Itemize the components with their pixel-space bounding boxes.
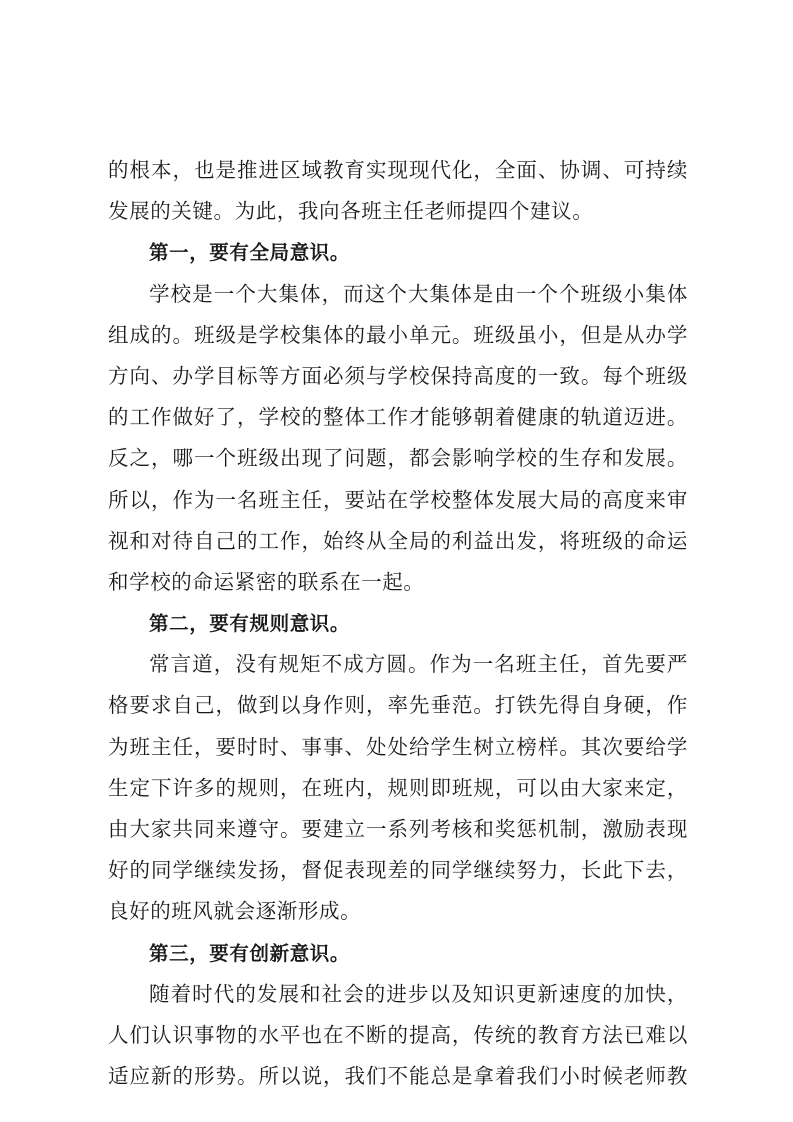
paragraph-line: 随着时代的发展和社会的进步以及知识更新速度的加快，	[149, 981, 688, 1006]
paragraph-line: 适应新的形势。所以说，我们不能总是拿着我们小时候老师教	[108, 1064, 688, 1089]
paragraph-line: 由大家共同来遵守。要建立一系列考核和奖惩机制，激励表现	[108, 817, 688, 841]
paragraph-line: 和学校的命运紧密的联系在一起。	[108, 569, 425, 594]
paragraph-line: 常言道，没有规矩不成方圆。作为一名班主任，首先要严	[149, 652, 688, 677]
paragraph-line: 视和对待自己的工作，始终从全局的利益出发，将班级的命运	[108, 528, 688, 553]
paragraph-line: 学校是一个大集体，而这个大集体是由一个个班级小集体	[149, 281, 688, 306]
section-heading: 第二，要有规则意识。	[149, 612, 351, 636]
document-body	[108, 150, 688, 1097]
paragraph-line: 反之，哪一个班级出现了问题，都会影响学校的生存和发展。	[108, 446, 688, 471]
section-heading: 第一，要有全局意识。	[149, 241, 351, 265]
paragraph-line: 方向、办学目标等方面必须与学校保持高度的一致。每个班级	[108, 363, 688, 388]
paragraph-line: 发展的关键。为此，我向各班主任老师提四个建议。	[108, 199, 594, 224]
paragraph-line: 所以，作为一名班主任，要站在学校整体发展大局的高度来审	[108, 487, 688, 512]
paragraph-line: 良好的班风就会逐渐形成。	[108, 899, 362, 924]
paragraph-line: 的根本，也是推进区域教育实现现代化，全面、协调、可持续	[108, 158, 688, 182]
section-heading: 第三，要有创新意识。	[149, 941, 351, 965]
paragraph-line: 组成的。班级是学校集体的最小单元。班级虽小，但是从办学	[108, 322, 688, 347]
paragraph-line: 好的同学继续发扬，督促表现差的同学继续努力，长此下去，	[108, 858, 688, 883]
paragraph-line: 的工作做好了，学校的整体工作才能够朝着健康的轨道迈进。	[108, 405, 688, 430]
paragraph-line: 生定下许多的规则，在班内，规则即班规，可以由大家来定，	[108, 775, 688, 800]
paragraph-line: 人们认识事物的水平也在不断的提高，传统的教育方法已难以	[108, 1022, 688, 1047]
paragraph-line: 格要求自己，做到以身作则，率先垂范。打铁先得自身硬，作	[108, 693, 688, 718]
paragraph-line: 为班主任，要时时、事事、处处给学生树立榜样。其次要给学	[108, 734, 688, 759]
